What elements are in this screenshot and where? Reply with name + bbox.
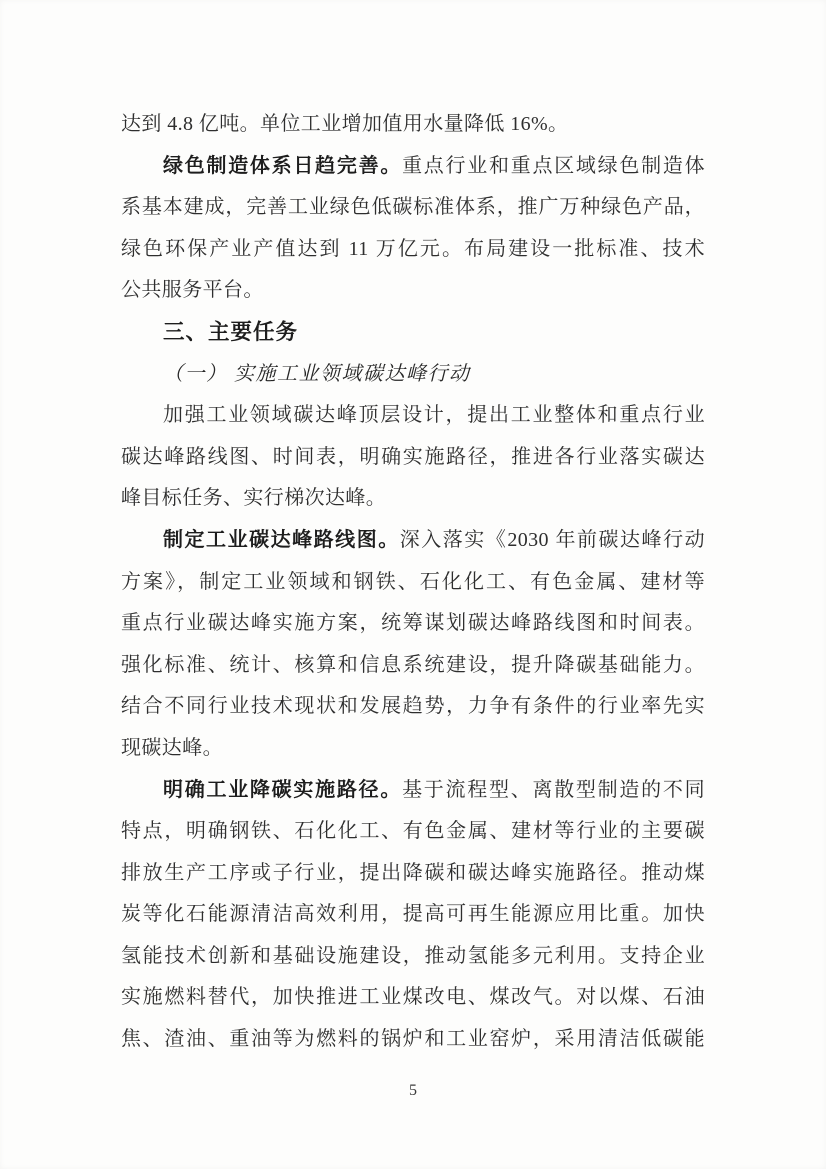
body-text: 加强工业领域碳达峰顶层设计，提出工业整体和重点行业	[163, 404, 705, 427]
body-text: 重点行业和重点区域绿色制造体	[402, 154, 705, 177]
body-text: 绿色环保产业产值达到 11 万亿元。布局建设一批标准、技术	[121, 237, 705, 260]
body-line	[121, 728, 705, 770]
body-line	[121, 603, 705, 645]
body-line	[121, 270, 705, 312]
body-line	[121, 645, 705, 687]
body-line	[121, 395, 705, 437]
body-line	[121, 894, 705, 936]
body-text: 公共服务平台。	[121, 279, 264, 302]
body-text: 重点行业碳达峰实施方案，统筹谋划碳达峰路线图和时间表。	[121, 612, 705, 635]
bold-lead-text: 绿色制造体系日趋完善。	[163, 154, 403, 177]
body-text: 特点，明确钢铁、石化化工、有色金属、建材等行业的主要碳	[121, 820, 705, 843]
bold-lead-text: 制定工业碳达峰路线图。	[163, 528, 400, 551]
body-text: 排放生产工序或子行业，提出降碳和碳达峰实施路径。推动煤	[121, 861, 705, 884]
body-text: 系基本建成，完善工业绿色低碳标准体系，推广万种绿色产品，	[121, 196, 705, 219]
body-text: 达到 4.8 亿吨。单位工业增加值用水量降低 16%。	[121, 113, 569, 135]
body-text: 深入落实《2030 年前碳达峰行动	[399, 528, 705, 551]
body-text: 强化标准、统计、核算和信息系统建设，提升降碳基础能力。	[121, 653, 705, 676]
body-line	[121, 520, 705, 562]
body-line	[121, 437, 705, 479]
body-line	[121, 229, 705, 271]
body-text: 方案》，制定工业领域和钢铁、石化化工、有色金属、建材等	[121, 570, 705, 593]
body-line	[121, 562, 705, 604]
body-line	[121, 686, 705, 728]
body-text: 现碳达峰。	[121, 736, 223, 759]
section-heading: 三、主要任务	[163, 319, 299, 344]
page-number: 5	[409, 1082, 417, 1099]
body-text: 碳达峰路线图、时间表，明确实施路径，推进各行业落实碳达	[121, 445, 705, 468]
body-text: 实施燃料替代，加快推进工业煤改电、煤改气。对以煤、石油	[121, 986, 705, 1009]
body-line	[121, 977, 705, 1019]
body-line	[121, 146, 705, 188]
body-line	[121, 770, 705, 812]
body-text: 峰目标任务、实行梯次达峰。	[121, 487, 387, 510]
body-line	[121, 478, 705, 520]
subsection-heading: （一） 实施工业领域碳达峰行动	[163, 362, 471, 385]
body-line	[121, 936, 705, 978]
body-text: 焦、渣油、重油等为燃料的锅炉和工业窑炉，采用清洁低碳能	[121, 1028, 705, 1051]
body-line	[121, 187, 705, 229]
body-line	[121, 1019, 705, 1061]
body-line	[121, 811, 705, 853]
body-line	[121, 104, 705, 146]
bold-lead-text: 明确工业降碳实施路径。	[163, 778, 403, 801]
body-line	[121, 853, 705, 895]
page-content	[121, 104, 705, 1061]
body-text: 氢能技术创新和基础设施建设，推动氢能多元利用。支持企业	[121, 944, 705, 967]
body-text: 基于流程型、离散型制造的不同	[402, 778, 705, 801]
body-text: 炭等化石能源清洁高效利用，提高可再生能源应用比重。加快	[121, 903, 705, 926]
body-text: 结合不同行业技术现状和发展趋势，力争有条件的行业率先实	[121, 695, 705, 718]
